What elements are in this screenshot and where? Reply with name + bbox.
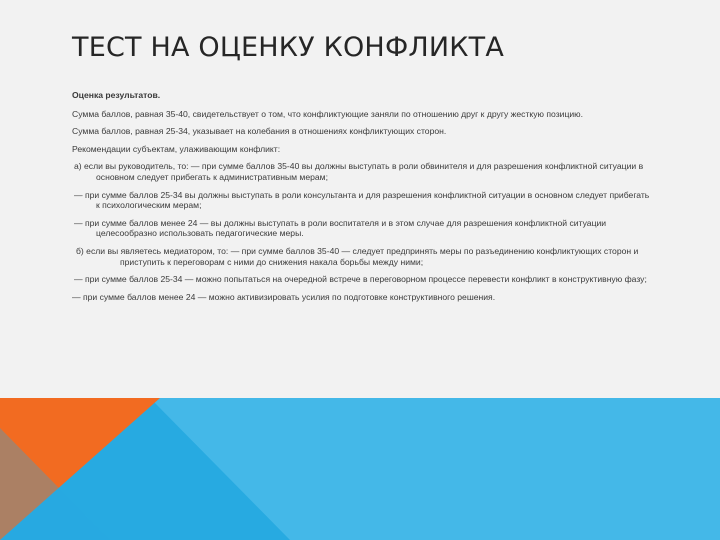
paragraph-mediator-35-40: б) если вы являетесь медиатором, то: — при сумме баллов 35-40 — следует предпринять меры по разъединению конфликтующих сторон и приступить к переговорам с ними до снижения накала борьбы между ними; bbox=[76, 245, 639, 267]
paragraph-recommendations-intro: Рекомендации субъектам, улаживающим конфликт: bbox=[72, 143, 281, 154]
paragraph-manager-under-24: — при сумме баллов менее 24 — вы должны выступать в роли воспитателя и в этом случае для разрешения конфликтной ситуации целесообразно использовать педагогические меры. bbox=[74, 217, 607, 239]
slide-body bbox=[72, 90, 652, 309]
paragraph-manager-35-40: а) если вы руководитель, то: — при сумме баллов 35-40 вы должны выступать в роли обвинителя и для разрешения конфликтной ситуации в основном следует прибегать к административным мерам; bbox=[74, 161, 644, 182]
section-heading: Оценка результатов. bbox=[72, 90, 161, 100]
paragraph-mediator-25-34: — при сумме баллов 25-34 — можно попытаться на очередной встрече в переговорном процессе перевести конфликт в конструктивную фазу; bbox=[74, 274, 647, 285]
decorative-footer-band bbox=[0, 398, 720, 540]
slide-title: ТЕСТ НА ОЦЕНКУ КОНФЛИКТА bbox=[72, 32, 505, 63]
paragraph-manager-25-34: — при сумме баллов 25-34 вы должны выступать в роли консультанта и для разрешения конфликтной ситуации в основном следует прибегать к психологическим мерам; bbox=[74, 189, 650, 211]
paragraph-result-25-34: Сумма баллов, равная 25-34, указывает на колебания в отношениях конфликтующих сторон. bbox=[72, 126, 447, 137]
paragraph-mediator-under-24: — при сумме баллов менее 24 — можно активизировать усилия по подготовке конструктивного решения. bbox=[72, 291, 496, 302]
footer-shapes bbox=[0, 398, 720, 540]
paragraph-result-35-40: Сумма баллов, равная 35-40, свидетельствует о том, что конфликтующие заняли по отношению друг к другу жесткую позицию. bbox=[72, 108, 584, 119]
